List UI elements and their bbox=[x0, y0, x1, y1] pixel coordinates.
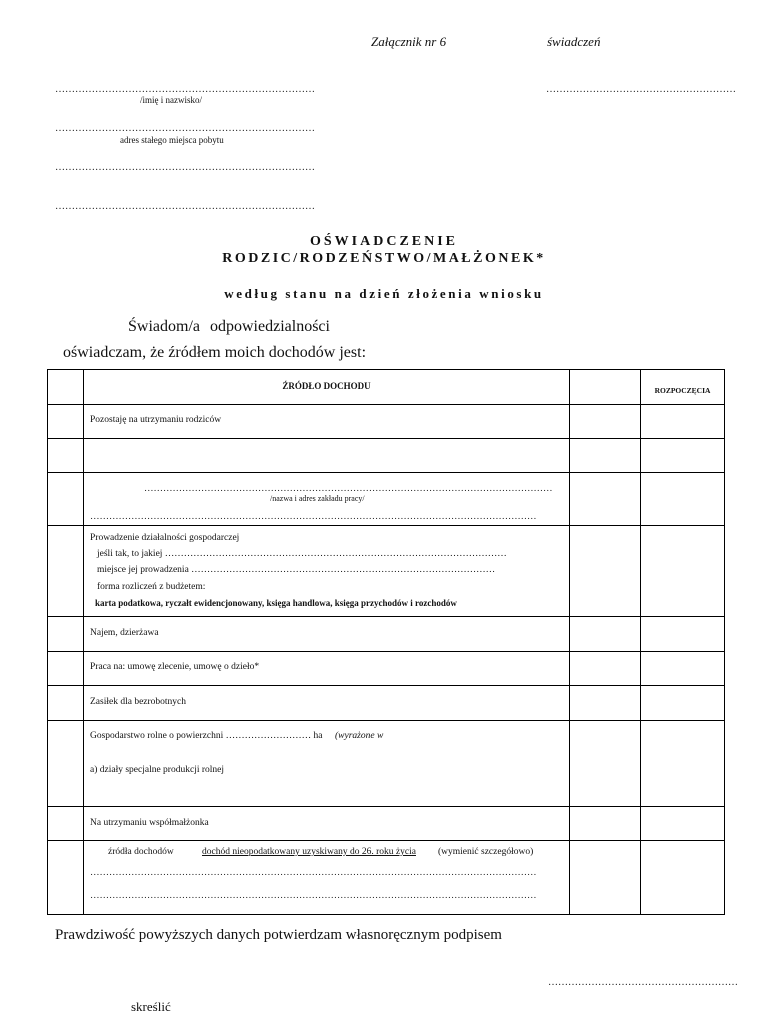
source-cell: Zasiłek dla bezrobotnych bbox=[84, 686, 570, 721]
amount-cell[interactable] bbox=[570, 439, 641, 473]
amount-cell[interactable] bbox=[570, 405, 641, 439]
extra-line-2[interactable]: …………………………………………………………………… bbox=[55, 201, 315, 212]
start-cell[interactable] bbox=[641, 405, 725, 439]
table-row bbox=[48, 841, 725, 915]
right-date-line[interactable]: ………………………………………………… bbox=[546, 84, 736, 95]
amount-cell[interactable] bbox=[570, 652, 641, 686]
table-row bbox=[48, 721, 725, 807]
income-sources-table bbox=[47, 369, 725, 915]
checkbox-cell[interactable] bbox=[48, 473, 84, 526]
checkbox-cell[interactable] bbox=[48, 439, 84, 473]
source-cell: źródła dochodów dochód nieopodatkowany uzyskiwany do 26. roku życia (wymienić szczegółowo) …………………………………………………………………………………………………………………………… …………………………………………………………………………………………………………………………… bbox=[84, 841, 570, 915]
table-cell bbox=[570, 370, 641, 405]
table-row bbox=[48, 617, 725, 652]
start-cell[interactable] bbox=[641, 841, 725, 915]
source-cell bbox=[84, 439, 570, 473]
checkbox-cell[interactable] bbox=[48, 526, 84, 617]
extra-line-1[interactable]: …………………………………………………………………… bbox=[55, 162, 315, 173]
checkbox-cell[interactable] bbox=[48, 686, 84, 721]
amount-cell[interactable] bbox=[570, 807, 641, 841]
table-header-row bbox=[48, 370, 725, 405]
intro-declare: oświadczam, że źródłem moich dochodów jest: bbox=[63, 344, 367, 361]
title-relation: RODZIC/RODZEŃSTWO/MAŁŻONEK* bbox=[222, 251, 546, 266]
start-cell[interactable] bbox=[641, 686, 725, 721]
address-line[interactable]: …………………………………………………………………… bbox=[55, 123, 315, 134]
checkbox-cell[interactable] bbox=[48, 652, 84, 686]
intro-aware: Świadom/a bbox=[128, 318, 200, 335]
amount-cell[interactable] bbox=[570, 686, 641, 721]
source-cell: ………………………………………………………………………………………………………………… /nazwa i adres zakładu pracy/ …………………………………………………………………………………………………………………………… bbox=[84, 473, 570, 526]
amount-cell[interactable] bbox=[570, 721, 641, 807]
source-cell: Praca na: umowę zlecenie, umowę o dzieło* bbox=[84, 652, 570, 686]
checkbox-cell[interactable] bbox=[48, 721, 84, 807]
table-cell bbox=[48, 370, 84, 405]
table-row bbox=[48, 526, 725, 617]
table-row bbox=[48, 652, 725, 686]
name-line[interactable]: …………………………………………………………………… bbox=[55, 84, 315, 95]
table-header-source: ŹRÓDŁO DOCHODU bbox=[84, 370, 570, 405]
start-cell[interactable] bbox=[641, 526, 725, 617]
amount-cell[interactable] bbox=[570, 473, 641, 526]
table-row bbox=[48, 439, 725, 473]
table-row bbox=[48, 405, 725, 439]
amount-cell[interactable] bbox=[570, 841, 641, 915]
intro-responsibility: odpowiedzialności bbox=[210, 318, 330, 335]
strike-note: skreślić bbox=[131, 999, 171, 1014]
confirmation-text: Prawdziwość powyższych danych potwierdzam własnoręcznym podpisem bbox=[55, 927, 502, 943]
start-cell[interactable] bbox=[641, 721, 725, 807]
amount-cell[interactable] bbox=[570, 617, 641, 652]
amount-cell[interactable] bbox=[570, 526, 641, 617]
table-row bbox=[48, 686, 725, 721]
checkbox-cell[interactable] bbox=[48, 405, 84, 439]
table-row bbox=[48, 807, 725, 841]
start-cell[interactable] bbox=[641, 652, 725, 686]
benefits-label: świadczeń bbox=[547, 34, 601, 49]
source-cell: Pozostaję na utrzymaniu rodziców bbox=[84, 405, 570, 439]
start-cell[interactable] bbox=[641, 473, 725, 526]
checkbox-cell[interactable] bbox=[48, 617, 84, 652]
source-cell: Gospodarstwo rolne o powierzchni ……………………… ha (wyrażone w a) działy specjalne produkcji rolnej bbox=[84, 721, 570, 807]
annex-number: Załącznik nr 6 bbox=[371, 34, 447, 49]
signature-line[interactable]: ………………………………………………… bbox=[548, 977, 738, 988]
start-cell[interactable] bbox=[641, 439, 725, 473]
start-cell[interactable] bbox=[641, 617, 725, 652]
checkbox-cell[interactable] bbox=[48, 807, 84, 841]
title-date-basis: według stanu na dzień złożenia wniosku bbox=[224, 286, 544, 301]
source-cell: Na utrzymaniu współmałżonka bbox=[84, 807, 570, 841]
source-cell: Najem, dzierżawa bbox=[84, 617, 570, 652]
table-header-start: ROZPOCZĘCIA bbox=[641, 370, 725, 405]
table-row bbox=[48, 473, 725, 526]
title-statement: OŚWIADCZENIE bbox=[309, 234, 459, 249]
checkbox-cell[interactable] bbox=[48, 841, 84, 915]
start-cell[interactable] bbox=[641, 807, 725, 841]
address-caption: adres stałego miejsca pobytu bbox=[120, 135, 224, 145]
name-caption: /imię i nazwisko/ bbox=[140, 95, 202, 105]
source-cell: Prowadzenie działalności gospodarczej jeśli tak, to jakiej ……………………………………………………………………………………………… miejsce jej prowadzenia …………………………………………………………………………………… forma rozliczeń z budżetem: karta podatkowa, ryczałt ewidencjonowany, księga handlowa, księga przychodów i rozchodów bbox=[84, 526, 570, 617]
